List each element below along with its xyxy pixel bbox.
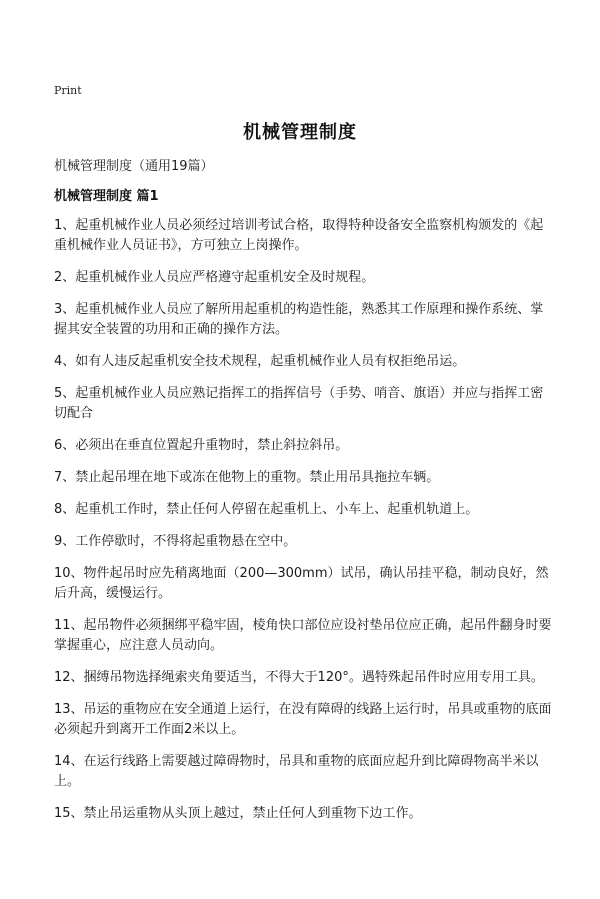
list-item: 3、起重机械作业人员应了解所用起重机的构造性能，熟悉其工作原理和操作系统、掌握其安全装置的功用和正确的操作方法。 (54, 302, 544, 337)
print-link[interactable]: Print (54, 84, 82, 97)
page-title: 机械管理制度 (243, 122, 357, 143)
list-item: 5、起重机械作业人员应熟记指挥工的指挥信号（手势、哨音、旗语）并应与指挥工密切配合 (54, 386, 544, 421)
list-item: 8、起重机工作时，禁止任何人停留在起重机上、小车上、起重机轨道上。 (54, 502, 479, 517)
list-item: 7、禁止起吊埋在地下或冻在他物上的重物。禁止用吊具拖拉车辆。 (54, 470, 440, 485)
list-item: 13、吊运的重物应在安全通道上运行，在没有障碍的线路上运行时，吊具或重物的底面必须起升到离开工作面2米以上。 (54, 702, 552, 737)
list-item: 10、物件起吊时应先稍离地面（200—300mm）试吊，确认吊挂平稳，制动良好，然后升高，缓慢运行。 (54, 566, 549, 601)
list-item: 15、禁止吊运重物从头顶上越过，禁止任何人到重物下边工作。 (54, 806, 422, 821)
list-item: 14、在运行线路上需要越过障碍物时，吊具和重物的底面应起升到比障碍物高半米以上。 (54, 754, 539, 789)
section-heading: 机械管理制度 篇1 (54, 189, 159, 204)
list-item: 12、捆缚吊物选择绳索夹角要适当，不得大于120°。遇特殊起吊件时应用专用工具。 (54, 670, 544, 685)
document-subtitle: 机械管理制度（通用19篇） (54, 159, 214, 174)
list-item: 6、必须出在垂直位置起升重物时，禁止斜拉斜吊。 (54, 438, 349, 453)
list-item: 9、工作停歇时，不得将起重物悬在空中。 (54, 534, 297, 549)
rules-list (54, 216, 554, 836)
list-item: 2、起重机械作业人员应严格遵守起重机安全及时规程。 (54, 270, 375, 285)
list-item: 11、起吊物件必须捆绑平稳牢固，棱角快口部位应设衬垫吊位应正确，起吊件翻身时要掌握重心，应注意人员动向。 (54, 618, 552, 653)
list-item: 4、如有人违反起重机安全技术规程，起重机械作业人员有权拒绝吊运。 (54, 354, 466, 369)
list-item: 1、起重机械作业人员必须经过培训考试合格，取得特种设备安全监察机构颁发的《起重机械作业人员证书》，方可独立上岗操作。 (54, 218, 544, 253)
